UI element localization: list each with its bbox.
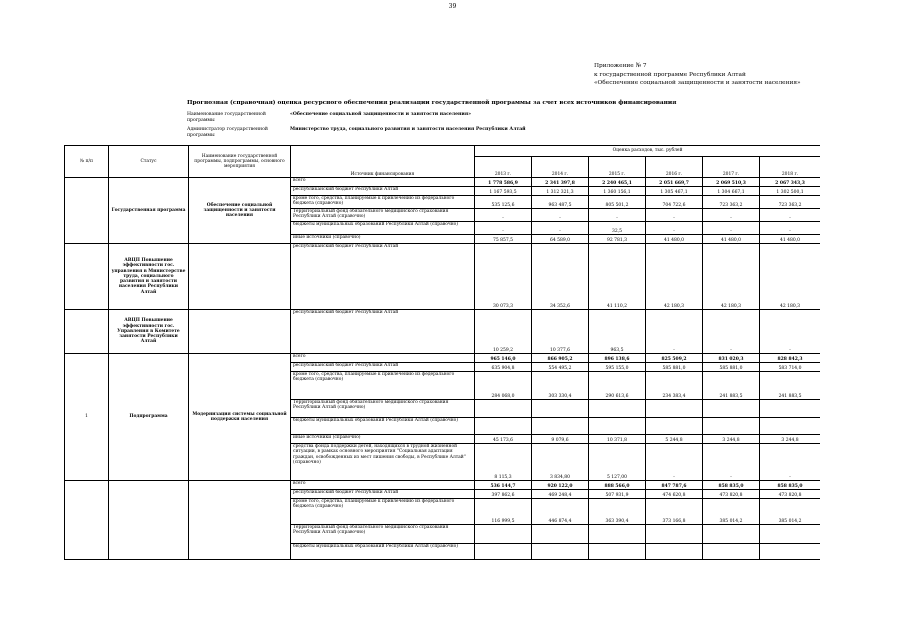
program-label: Наименование государственной программы <box>187 112 266 123</box>
funding-source: Территориальный фонд обязательного медицинского страхования Республики Алтай (справочно) <box>291 525 475 544</box>
amount-cell <box>532 418 589 435</box>
amount-cell: 10 259,2 <box>475 310 532 354</box>
funding-source: всего <box>291 481 475 490</box>
funding-source: всего <box>291 178 475 187</box>
amount-cell <box>703 418 760 435</box>
amount-cell: 965 146,0 <box>475 354 532 363</box>
amount-cell: 963 487,5 <box>532 196 589 209</box>
amount-cell <box>646 544 703 560</box>
amount-cell: 896 138,6 <box>589 354 646 363</box>
amount-cell: 507 931,9 <box>589 490 646 499</box>
amount-cell: 585 881,0 <box>646 363 703 372</box>
amount-cell <box>646 418 703 435</box>
amount-cell: 2 067 343,3 <box>760 178 821 187</box>
amount-cell: 1 778 586,9 <box>475 178 532 187</box>
amount-cell: - <box>646 222 703 235</box>
amount-cell: - <box>532 222 589 235</box>
amount-cell: 2 341 397,8 <box>532 178 589 187</box>
amount-cell: 723 363,2 <box>760 196 821 209</box>
amount-cell: 704 722,6 <box>646 196 703 209</box>
amount-cell: 1 304 667,1 <box>703 187 760 196</box>
amount-cell <box>589 525 646 544</box>
row-number: 1 <box>65 354 109 481</box>
amount-cell: 41 480,0 <box>646 235 703 244</box>
amount-cell: 30 073,3 <box>475 244 532 310</box>
amount-cell <box>760 418 821 435</box>
amount-cell <box>532 400 589 418</box>
amount-cell: - <box>703 222 760 235</box>
amount-cell: - <box>703 310 760 354</box>
amount-cell: - <box>760 444 821 481</box>
funding-source: республиканский бюджет Республики Алтай <box>291 363 475 372</box>
amount-cell: 858 835,0 <box>760 481 821 490</box>
amount-cell: 3 244,8 <box>703 435 760 444</box>
admin-value: Министерство труда, социального развития и занятости населения Республики Алтай <box>290 127 526 132</box>
amount-cell: 2 051 669,7 <box>646 178 703 187</box>
funding-source: бюджеты муниципальных образований Республики Алтай (справочно) <box>291 544 475 560</box>
amount-cell: 3 834,80 <box>532 444 589 481</box>
amount-cell <box>760 525 821 544</box>
amount-cell: 963,5 <box>589 310 646 354</box>
amount-cell: 595 155,0 <box>589 363 646 372</box>
header-estimate: Оценка расходов, тыс. рублей <box>475 146 821 157</box>
amount-cell <box>703 525 760 544</box>
amount-cell <box>475 544 532 560</box>
program-value: «Обеспечение социальной защищенности и занятости населения» <box>290 112 472 117</box>
amount-cell: 585 881,0 <box>703 363 760 372</box>
amount-cell: 234 383,4 <box>646 372 703 400</box>
funding-source: республиканский бюджет Республики Алтай <box>291 490 475 499</box>
amount-cell: 469 248,4 <box>532 490 589 499</box>
row-number <box>65 481 109 560</box>
amount-cell: 41 480,0 <box>760 235 821 244</box>
amount-cell: 473 820,8 <box>760 490 821 499</box>
row-number <box>65 244 109 310</box>
amount-cell: 583 714,0 <box>760 363 821 372</box>
amount-cell <box>646 525 703 544</box>
amount-cell: 474 620,8 <box>646 490 703 499</box>
amount-cell: - <box>760 209 821 222</box>
funding-source: всего <box>291 354 475 363</box>
funding-source: кроме того, средства, планируемые к привлечению из федерального бюджета (справочно) <box>291 499 475 525</box>
header-year: 2015 г. <box>589 157 646 178</box>
amount-cell: 888 566,0 <box>589 481 646 490</box>
row-name <box>189 481 291 560</box>
amount-cell: 536 144,7 <box>475 481 532 490</box>
amount-cell: - <box>646 209 703 222</box>
header-year: 2013 г. <box>475 157 532 178</box>
amount-cell <box>589 418 646 435</box>
amount-cell: 42 180,3 <box>703 244 760 310</box>
amount-cell: 920 122,0 <box>532 481 589 490</box>
row-status: АВЦП Повышение эффективности гос. управления в Министерстве труда, социального развития и занятости населения Республики Алтай <box>109 244 189 310</box>
amount-cell <box>532 525 589 544</box>
header-year: 2014 г. <box>532 157 589 178</box>
amount-cell <box>703 544 760 560</box>
amount-cell: 75 857,5 <box>475 235 532 244</box>
amount-cell: 32,5 <box>589 222 646 235</box>
amount-cell: 116 999,5 <box>475 499 532 525</box>
amount-cell: 397 862,6 <box>475 490 532 499</box>
row-status: Государственная программа <box>109 178 189 244</box>
amount-cell: 723 363,2 <box>703 196 760 209</box>
amount-cell: 5 244,8 <box>646 435 703 444</box>
amount-cell: 9 079,6 <box>532 435 589 444</box>
amount-cell: 34 352,6 <box>532 244 589 310</box>
amount-cell <box>646 400 703 418</box>
amount-cell: 2 069 510,3 <box>703 178 760 187</box>
funding-source: республиканский бюджет Республики Алтай <box>291 244 475 310</box>
row-status <box>109 481 189 560</box>
amount-cell: 45 173,6 <box>475 435 532 444</box>
amount-cell: 1 167 593,5 <box>475 187 532 196</box>
row-number <box>65 310 109 354</box>
amount-cell: - <box>646 444 703 481</box>
table-row <box>65 481 821 490</box>
amount-cell: 2 240 465,1 <box>589 178 646 187</box>
table-row <box>65 354 821 363</box>
amount-cell: 446 874,4 <box>532 499 589 525</box>
appendix-line-3: «Обеспечение социальной защищенности и занятости населения» <box>594 80 801 86</box>
funding-source: кроме того, средства, планируемые к привлечению из федерального бюджета (справочно) <box>291 372 475 400</box>
amount-cell: - <box>760 310 821 354</box>
row-number <box>65 178 109 244</box>
amount-cell: 5 127,00 <box>589 444 646 481</box>
amount-cell: 805 501,2 <box>589 196 646 209</box>
amount-cell: 10 371,8 <box>589 435 646 444</box>
amount-cell: 10 377,6 <box>532 310 589 354</box>
amount-cell: - <box>589 209 646 222</box>
amount-cell <box>589 544 646 560</box>
appendix-line-1: Приложение № 7 <box>594 63 647 69</box>
table-row <box>65 244 821 310</box>
amount-cell: 290 613,6 <box>589 372 646 400</box>
row-status: АВЦП Повышение эффективности гос. Управления в Комитете занятости Республики Алтай <box>109 310 189 354</box>
amount-cell: 8 115,3 <box>475 444 532 481</box>
funding-source: кроме того, средства, планируемые к привлечению из федерального бюджета (справочно) <box>291 196 475 209</box>
amount-cell: 828 842,3 <box>760 354 821 363</box>
amount-cell: 1 360 156,1 <box>589 187 646 196</box>
funding-source: бюджеты муниципальных образований Республики Алтай (справочно) <box>291 222 475 235</box>
appendix-line-2: к государственной программе Республики Алтай <box>594 71 746 78</box>
amount-cell: 41 480,0 <box>703 235 760 244</box>
amount-cell: 373 166,8 <box>646 499 703 525</box>
amount-cell: - <box>703 444 760 481</box>
row-name <box>189 244 291 310</box>
header-name: Наименование государственной программы, подпрограммы, основного мероприятия <box>189 146 291 178</box>
amount-cell: 858 835,0 <box>703 481 760 490</box>
header-year: 2016 г. <box>646 157 703 178</box>
amount-cell: 1 302 500,1 <box>760 187 821 196</box>
funding-source: республиканский бюджет Республики Алтай <box>291 310 475 354</box>
row-status: Подпрограмма <box>109 354 189 481</box>
amount-cell: - <box>703 209 760 222</box>
header-num: № п/п <box>65 146 109 178</box>
page-number: 39 <box>448 3 457 10</box>
amount-cell: 363 390,4 <box>589 499 646 525</box>
header-year: 2018 г. <box>760 157 821 178</box>
row-name: Обеспечение социальной защищенности и занятости населения <box>189 178 291 244</box>
amount-cell: 303 330,4 <box>532 372 589 400</box>
amount-cell: 554 495,2 <box>532 363 589 372</box>
amount-cell: 535 125,6 <box>475 196 532 209</box>
amount-cell <box>760 400 821 418</box>
funding-source: Территориальный фонд обязательного медицинского страхования Республики Алтай (справочно) <box>291 400 475 418</box>
amount-cell: 473 820,8 <box>703 490 760 499</box>
document-title: Прогнозная (справочная) оценка ресурсного обеспечения реализации государственной программы за счет всех источников финансирования <box>187 100 677 106</box>
amount-cell: 42 180,3 <box>760 244 821 310</box>
amount-cell: - <box>475 222 532 235</box>
funding-source: средства фонда поддержки детей, находящихся в трудной жизненной ситуации, в рамках основного мероприятия "Социальная адаптация граждан, освобожденных из мест лишения свободы, в Республике Алтай" (справочно) <box>291 444 475 481</box>
header-row <box>65 146 821 157</box>
amount-cell: - <box>532 209 589 222</box>
amount-cell <box>475 418 532 435</box>
amount-cell <box>760 544 821 560</box>
amount-cell: 241 883,5 <box>760 372 821 400</box>
funding-source: иные источники (справочно) <box>291 235 475 244</box>
amount-cell <box>589 400 646 418</box>
amount-cell <box>703 400 760 418</box>
amount-cell: - <box>475 209 532 222</box>
amount-cell <box>475 525 532 544</box>
header-source: Источник финансирования <box>291 146 475 178</box>
funding-source: иные источники (справочно) <box>291 435 475 444</box>
row-name <box>189 310 291 354</box>
amount-cell: 241 883,5 <box>703 372 760 400</box>
table-row <box>65 178 821 187</box>
amount-cell: 385 014,2 <box>760 499 821 525</box>
amount-cell: 1 305 467,1 <box>646 187 703 196</box>
table-row <box>65 310 821 354</box>
amount-cell: 825 509,2 <box>646 354 703 363</box>
funding-source: бюджеты муниципальных образований Республики Алтай (справочно) <box>291 418 475 435</box>
amount-cell <box>532 544 589 560</box>
amount-cell: 3 244,8 <box>760 435 821 444</box>
amount-cell: 41 110,2 <box>589 244 646 310</box>
amount-cell: 385 014,2 <box>703 499 760 525</box>
amount-cell: - <box>760 222 821 235</box>
amount-cell: 64 589,0 <box>532 235 589 244</box>
amount-cell: 866 905,2 <box>532 354 589 363</box>
amount-cell: 847 787,6 <box>646 481 703 490</box>
amount-cell: 284 068,0 <box>475 372 532 400</box>
row-name: Модернизация системы социальной поддержки населения <box>189 354 291 481</box>
amount-cell: 42 180,3 <box>646 244 703 310</box>
amount-cell: 635 904,8 <box>475 363 532 372</box>
amount-cell <box>475 400 532 418</box>
amount-cell: 92 781,3 <box>589 235 646 244</box>
admin-label: Администратор государственной программы <box>187 127 268 138</box>
appendix-note <box>594 62 801 88</box>
header-year: 2017 г. <box>703 157 760 178</box>
header-status: Статус <box>109 146 189 178</box>
funding-source: республиканский бюджет Республики Алтай <box>291 187 475 196</box>
amount-cell: - <box>646 310 703 354</box>
funding-table <box>64 145 820 640</box>
amount-cell: 1 312 321,3 <box>532 187 589 196</box>
funding-source: Территориальный фонд обязательного медицинского страхования Республики Алтай (справочно) <box>291 209 475 222</box>
amount-cell: 831 020,3 <box>703 354 760 363</box>
